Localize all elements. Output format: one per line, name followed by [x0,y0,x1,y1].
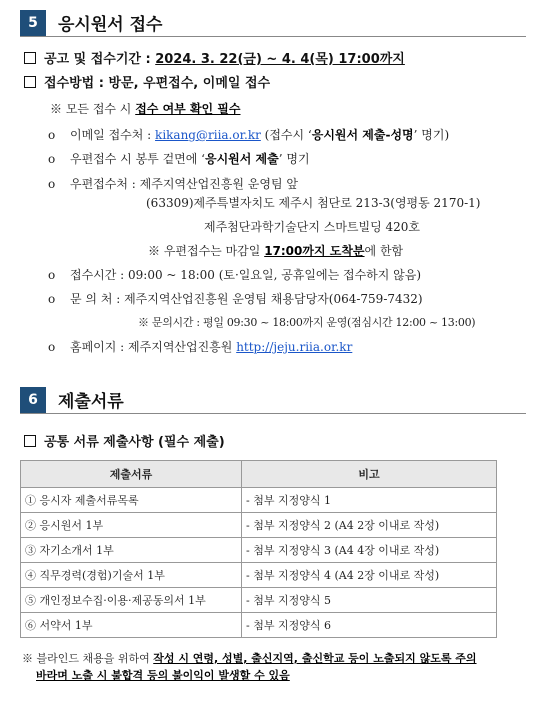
table-row [21,513,497,538]
docs-subtitle: 공통 서류 제출사항 (필수 제출) [24,435,225,451]
circle-bullet-icon: o [48,292,56,306]
blind-hiring-footnote: ※ 블라인드 채용을 위하여 작성 시 연령, 성별, 출신지역, 출신학교 등이 노출되지 않도록 주의 바라며 노출 시 불합격 등의 불이익이 발생할 수 있음 [22,652,477,682]
section-5-divider [20,36,526,37]
email-link[interactable]: kikang@riia.or.kr [155,128,261,142]
documents-table [20,460,497,638]
post-line: o 우편접수처 : 제주지역산업진흥원 운영팀 앞 [48,177,298,191]
section-6-number: 6 [20,387,46,413]
checkbox-icon [24,435,36,447]
hours-line: o 접수시간 : 09:00 ~ 18:00 (토·일요일, 공휴일에는 접수하지 않음) [48,268,422,282]
table-cell-remark: - 첨부 지정양식 6 [242,613,497,638]
checkbox-icon [24,76,36,88]
table-cell-remark: - 첨부 지정양식 1 [242,488,497,513]
table-cell-remark: - 첨부 지정양식 3 (A4 4장 이내로 작성) [242,538,497,563]
section-5-title: 응시원서 접수 [58,14,163,35]
email-line: o 이메일 접수처 : kikang@riia.or.kr (접수시 ‘응시원서 제출-성명’ 명기) [48,128,450,142]
table-cell-doc: ① 응시자 제출서류목록 [21,488,242,513]
post-address-2: 제주첨단과학기술단지 스마트빌딩 420호 [204,220,421,234]
inquiry-note: ※ 문의시간 : 평일 09:30 ~ 18:00까지 운영(점심시간 12:00 ~ 13:00) [138,316,476,329]
table-cell-remark: - 첨부 지정양식 5 [242,588,497,613]
circle-bullet-icon: o [48,177,56,191]
post-address-1: (63309)제주특별자치도 제주시 첨단로 213-3(영평동 2170-1) [146,196,481,210]
table-cell-doc: ② 응시원서 1부 [21,513,242,538]
table-row [21,613,497,638]
circle-bullet-icon: o [48,268,56,282]
notice-line: ※ 모든 접수 시 접수 여부 확인 필수 [50,102,241,116]
homepage-line: o 홈페이지 : 제주지역산업진흥원 http://jeju.riia.or.kr [48,340,353,354]
section-6-divider [20,413,526,414]
table-row [21,563,497,588]
table-cell-remark: - 첨부 지정양식 2 (A4 2장 이내로 작성) [242,513,497,538]
circle-bullet-icon: o [48,340,56,354]
period-line: 공고 및 접수기간 : 2024. 3. 22(금) ~ 4. 4(목) 17:00까지 [24,52,405,68]
method-line: 접수방법 : 방문, 우편접수, 이메일 접수 [24,76,270,92]
table-row [21,488,497,513]
table-cell-remark: - 첨부 지정양식 4 (A4 2장 이내로 작성) [242,563,497,588]
post-note: ※ 우편접수는 마감일 17:00까지 도착분에 한함 [148,244,404,258]
envelope-line: o 우편접수 시 봉투 겉면에 ‘응시원서 제출’ 명기 [48,152,310,166]
section-5-number: 5 [20,10,46,36]
circle-bullet-icon: o [48,128,56,142]
section-5-header [20,10,162,36]
section-6-title: 제출서류 [58,391,124,412]
circle-bullet-icon: o [48,152,56,166]
section-6-header [20,387,124,413]
homepage-link[interactable]: http://jeju.riia.or.kr [236,340,353,354]
table-header-row [21,461,497,488]
table-cell-doc: ④ 직무경력(경험)기술서 1부 [21,563,242,588]
table-row [21,588,497,613]
table-row [21,538,497,563]
table-cell-doc: ③ 자기소개서 1부 [21,538,242,563]
period-value: 2024. 3. 22(금) ~ 4. 4(목) 17:00까지 [155,52,405,67]
inquiry-line: o 문 의 처 : 제주지역산업진흥원 운영팀 채용담당자(064-759-7432) [48,292,423,306]
table-header-docs: 제출서류 [21,461,242,488]
table-header-remarks: 비고 [242,461,497,488]
table-cell-doc: ⑥ 서약서 1부 [21,613,242,638]
checkbox-icon [24,52,36,64]
table-cell-doc: ⑤ 개인정보수집·이용·제공동의서 1부 [21,588,242,613]
